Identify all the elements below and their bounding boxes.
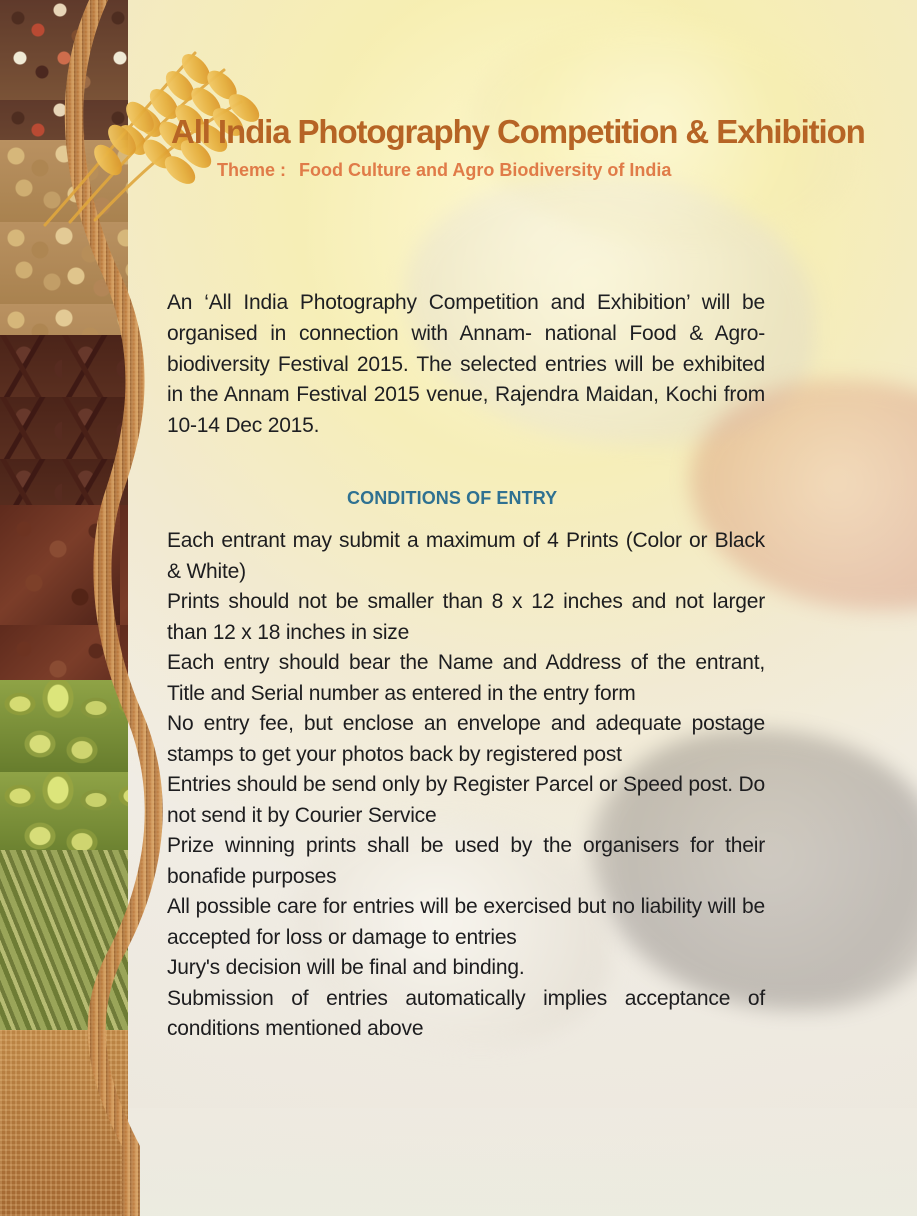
- condition-item: No entry fee, but enclose an envelope and adequate postage stamps to get your photos back by registered post: [167, 712, 765, 766]
- condition-item: Each entry should bear the Name and Address of the entrant, Title and Serial number as entered in the entry form: [167, 651, 765, 705]
- condition-item: Prize winning prints shall be used by the organisers for their bonafide purposes: [167, 834, 765, 888]
- condition-item: Submission of entries automatically implies acceptance of conditions mentioned above: [167, 986, 765, 1040]
- condition-item: Each entrant may submit a maximum of 4 Prints (Color or Black & White): [167, 529, 765, 583]
- condition-item: Prints should not be smaller than 8 x 12 inches and not larger than 12 x 18 inches in size: [167, 590, 765, 644]
- conditions-list: [167, 526, 765, 1045]
- conditions-heading: CONDITIONS OF ENTRY: [347, 488, 558, 508]
- condition-item: Entries should be send only by Register Parcel or Speed post. Do not send it by Courier Service: [167, 773, 765, 827]
- intro-paragraph: An ‘All India Photography Competition and Exhibition’ will be organised in connection with Annam- national Food & Agro-biodiversity Festival 2015. The selected entries will be exhibited in the Annam Festival 2015 venue, Rajendra Maidan, Kochi from 10-14 Dec 2015.: [167, 291, 765, 438]
- page-title: All India Photography Competition & Exhibition: [171, 113, 865, 150]
- condition-item: All possible care for entries will be exercised but no liability will be accepted for loss or damage to entries: [167, 895, 765, 949]
- condition-item: Jury's decision will be final and binding.: [167, 956, 525, 979]
- theme-line: [217, 157, 757, 183]
- theme-value: Food Culture and Agro Biodiversity of India: [299, 160, 672, 180]
- theme-label: Theme :: [217, 160, 287, 180]
